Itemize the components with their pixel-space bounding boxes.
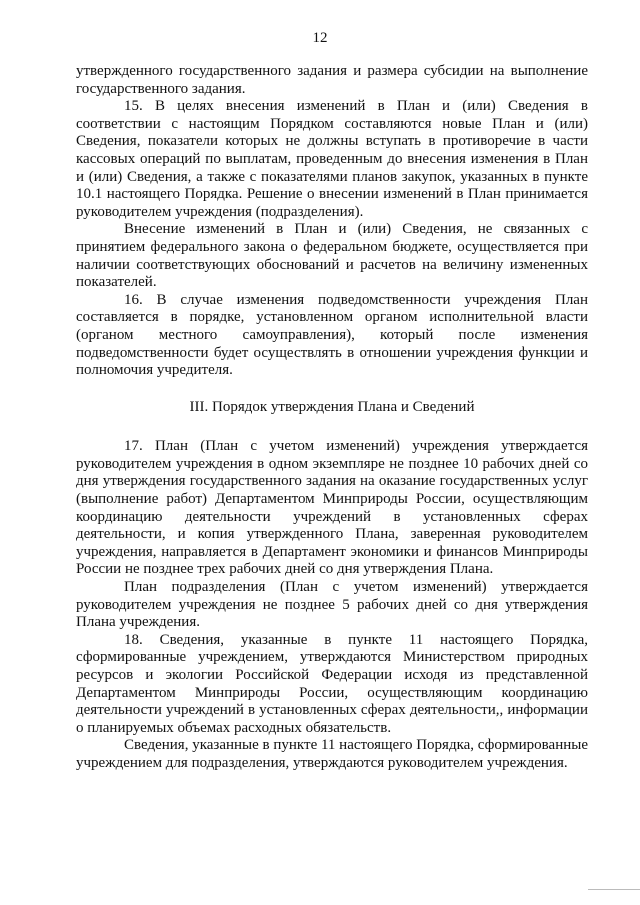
section-heading: III. Порядок утверждения Плана и Сведений [189,398,475,415]
document-body [76,63,588,773]
page-number: 12 [312,30,328,46]
paragraph-18-continued: Сведения, указанные в пункте 11 настоящего Порядка, сформированные учреждением для подразделения, утверждаются руководителем учреждения. [76,737,588,771]
paragraph-16: 16. В случае изменения подведомственности учреждения План составляется в порядке, установленном органом исполнительной власти (органом местного самоуправления), который после изменения подведомственности будет осуществлять в отношении учреждения функции и полномочия учредителя. [76,291,588,379]
scan-edge-line [588,889,640,890]
paragraph-17-continued: План подразделения (План с учетом изменений) утверждается руководителем учреждения не позднее 5 рабочих дней со дня утверждения Плана учреждения. [76,579,588,631]
paragraph-17: 17. План (План с учетом изменений) учреждения утверждается руководителем учреждения в одном экземпляре не позднее 10 рабочих дней со дня утверждения государственного задания на оказание государственных услуг (выполнение работ) Департаментом Минприроды России, осуществляющим координацию деятельности учреждений в установленных сферах деятельности, и копия утвержденного Плана, заверенная руководителем учреждения, направляется в Департамент экономики и финансов Минприроды России не позднее трех рабочих дней со дня утверждения Плана. [76,438,588,578]
paragraph-18: 18. Сведения, указанные в пункте 11 настоящего Порядка, сформированные учреждением, утверждаются Министерством природных ресурсов и экологии Российской Федерации исходя из представленной Департаментом Минприроды России, осуществляющим координацию деятельности учреждений в установленных сферах деятельности,, информации о планируемых объемах расходных обязательств. [76,631,588,736]
paragraph-continuation: утвержденного государственного задания и размера субсидии на выполнение государственного задания. [76,63,588,97]
paragraph-15: 15. В целях внесения изменений в План и (или) Сведения в соответствии с настоящим Порядком составляются новые План и (или) Сведения, показатели которых не должны вступать в противоречие в части кассовых операций по выплатам, проведенным до внесения изменения в План и (или) Сведения, а также с показателями планов закупок, указанных в пункте 10.1 настоящего Порядка. Решение о внесении изменений в План принимается руководителем учреждения (подразделения). [76,98,588,220]
paragraph-15-continued: Внесение изменений в План и (или) Сведения, не связанных с принятием федерального закона о федеральном бюджете, осуществляется при наличии соответствующих обоснований и расчетов на величину измененных показателей. [76,221,588,291]
